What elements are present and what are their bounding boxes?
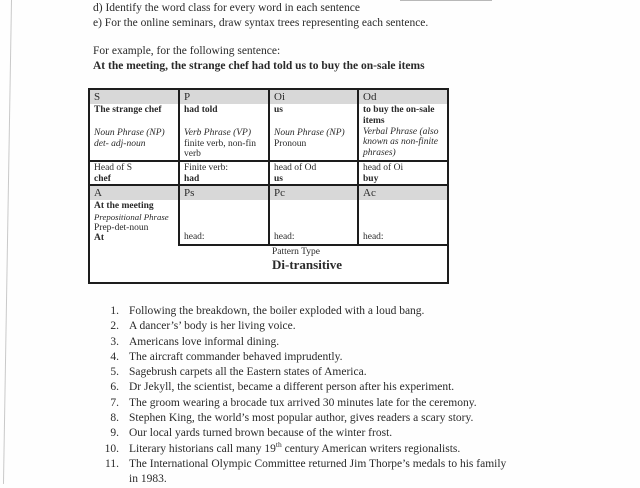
list-item-text-pre: Literary historians call many 19 bbox=[129, 442, 276, 455]
list-item-number: 11. bbox=[105, 457, 119, 470]
list-item bbox=[92, 439, 506, 457]
cell-head-of-od bbox=[268, 160, 357, 184]
cell-pc-head bbox=[268, 200, 357, 246]
indirect-object-structure: Pronoun bbox=[274, 138, 307, 149]
cell-predicator bbox=[178, 104, 268, 160]
page-edge-line bbox=[2, 0, 11, 484]
instructions-block bbox=[93, 1, 428, 31]
list-item-text bbox=[129, 439, 506, 457]
col-header-pc: Pc bbox=[268, 184, 357, 200]
head-of-oi-value: buy bbox=[363, 173, 379, 184]
list-item bbox=[92, 396, 506, 411]
head-of-od-value: us bbox=[274, 173, 283, 184]
ordinal-superscript: th bbox=[275, 439, 282, 449]
adverbial-head: At bbox=[94, 233, 105, 244]
cell-adverbial bbox=[90, 200, 178, 282]
col-header-s: S bbox=[90, 90, 178, 104]
list-item-text: Stephen King, the world’s most popular author, gives readers a scary story. bbox=[129, 412, 474, 425]
list-item bbox=[92, 319, 506, 334]
pc-head-label: head: bbox=[274, 232, 295, 243]
cell-head-of-oi bbox=[357, 160, 447, 184]
list-item-number: 5. bbox=[110, 366, 119, 379]
list-item bbox=[92, 350, 506, 365]
cell-head-of-s bbox=[90, 160, 178, 184]
adverbial-phrase: At the meeting bbox=[94, 201, 154, 211]
list-item-number: 3. bbox=[110, 335, 119, 348]
list-item-number: 9. bbox=[110, 427, 119, 440]
list-item-text bbox=[129, 457, 506, 488]
sentence-analysis-table bbox=[88, 88, 449, 284]
list-item bbox=[92, 304, 506, 319]
cell-direct-object bbox=[357, 104, 447, 160]
list-item-text: Dr Jekyll, the scientist, became a different person after his experiment. bbox=[129, 381, 455, 394]
instruction-line-e: e) For the online seminars, draw syntax trees representing each sentence. bbox=[93, 17, 429, 29]
predicator-phrase: had told bbox=[184, 105, 218, 115]
list-item-text: Our local yards turned brown because of the winter frost. bbox=[129, 427, 393, 440]
pattern-type-value: Di-transitive bbox=[272, 257, 343, 272]
subject-type: Noun Phrase (NP) bbox=[94, 127, 165, 138]
head-of-oi-label: head of Oi bbox=[363, 163, 404, 173]
list-item-number: 4. bbox=[110, 350, 119, 363]
cell-subject bbox=[90, 104, 178, 160]
list-item-text-post: century American writers regionalists. bbox=[281, 442, 461, 455]
list-item-number: 8. bbox=[110, 412, 119, 425]
subject-structure: det- adj-noun bbox=[94, 138, 146, 149]
list-item-text: Following the breakdown, the boiler exploded with a loud bang. bbox=[129, 305, 425, 317]
list-item-text: The aircraft commander behaved imprudently. bbox=[129, 350, 343, 363]
finite-verb-label: Finite verb: bbox=[184, 163, 229, 173]
pattern-type-label: Pattern Type bbox=[272, 247, 320, 257]
col-header-oi: Oi bbox=[268, 90, 357, 104]
list-item bbox=[92, 457, 506, 488]
direct-object-type: Verbal Phrase (also known as non-finite phrases) bbox=[363, 126, 439, 159]
finite-verb-value: had bbox=[184, 173, 200, 184]
list-item-text: Americans love informal dining. bbox=[129, 335, 280, 348]
list-item bbox=[92, 365, 506, 380]
list-item-number: 7. bbox=[110, 396, 119, 409]
predicator-type: Verb Phrase (VP) bbox=[184, 127, 252, 138]
example-block bbox=[93, 44, 425, 74]
list-item-text-line2: in 1983. bbox=[129, 473, 167, 486]
col-header-ac: Ac bbox=[357, 184, 447, 200]
head-of-od-label: head of Od bbox=[274, 163, 317, 173]
example-sentence: At the meeting, the strange chef had told us to buy the on-sale items bbox=[93, 60, 425, 72]
list-item bbox=[92, 411, 506, 426]
instruction-line-d: d) Identify the word class for every word in each sentence bbox=[93, 2, 360, 14]
adverbial-structure: Prep-det-noun bbox=[94, 222, 149, 233]
list-item-number: 10. bbox=[104, 442, 119, 455]
head-of-s-value: chef bbox=[94, 173, 111, 184]
list-item bbox=[92, 380, 506, 395]
col-header-ps: Ps bbox=[178, 184, 268, 200]
predicator-structure: finite verb, non-fin verb bbox=[184, 138, 257, 160]
list-item-text: Sagebrush carpets all the Eastern states of America. bbox=[129, 366, 367, 379]
cell-ac-head bbox=[357, 200, 447, 246]
cell-indirect-object bbox=[268, 104, 357, 160]
example-lead: For example, for the following sentence: bbox=[93, 45, 281, 57]
list-item-text: The groom wearing a brocade tux arrived 30 minutes late for the ceremony. bbox=[129, 396, 477, 409]
list-item-number: 2. bbox=[110, 320, 119, 333]
ps-head-label: head: bbox=[184, 232, 205, 243]
col-header-a: A bbox=[90, 184, 178, 200]
col-header-p: P bbox=[178, 90, 268, 104]
adverbial-type: Prepositional Phrase bbox=[94, 211, 169, 222]
indirect-object-phrase: us bbox=[274, 105, 283, 115]
head-of-s-label: Head of S bbox=[94, 163, 132, 173]
subject-phrase: The strange chef bbox=[94, 105, 162, 115]
ac-head-label: head: bbox=[363, 232, 384, 243]
cell-pattern-type bbox=[178, 246, 447, 282]
cell-finite-verb bbox=[178, 160, 268, 184]
list-item bbox=[92, 426, 506, 441]
indirect-object-type: Noun Phrase (NP) bbox=[274, 127, 345, 138]
list-item-number: 6. bbox=[110, 381, 119, 394]
direct-object-phrase: to buy the on-sale items bbox=[363, 105, 435, 126]
list-item-text: A dancer’s’ body is her living voice. bbox=[129, 320, 296, 333]
col-header-od: Od bbox=[357, 90, 447, 104]
list-item-number: 1. bbox=[110, 305, 119, 317]
cell-ps-head bbox=[178, 200, 268, 246]
list-item bbox=[92, 335, 506, 350]
list-item-text-line1: The International Olympic Committee returned Jim Thorpe’s medals to his family bbox=[129, 457, 507, 470]
sentence-list bbox=[92, 304, 506, 488]
